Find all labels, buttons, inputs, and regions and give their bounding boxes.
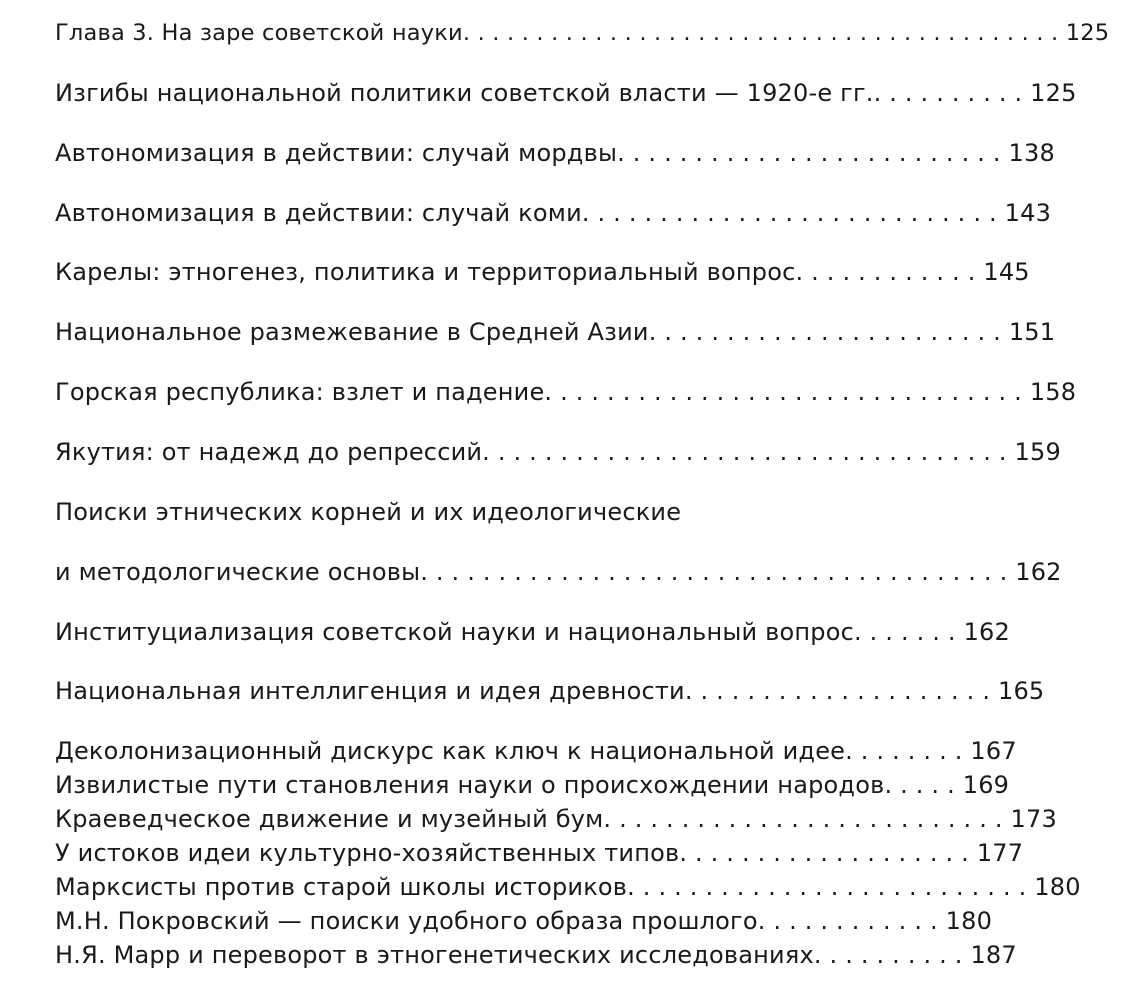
toc-entry: Деколонизационный дискурс как ключ к национальной идее. . . . . . . . 167: [55, 737, 1017, 765]
toc-entry: Глава 3. На заре советской науки. . . . . . . . . . . . . . . . . . . . . . . . . . . . . . . . . . . . . . . . . 125: [55, 20, 1110, 46]
toc-entry: Автономизация в действии: случай коми. . . . . . . . . . . . . . . . . . . . . . . . . . . 143: [55, 199, 1052, 227]
toc-entry: У истоков идеи культурно-хозяйственных типов. . . . . . . . . . . . . . . . . . . 177: [55, 839, 1024, 867]
toc-entry: Национальная интеллигенция и идея древности. . . . . . . . . . . . . . . . . . . . 165: [55, 677, 1045, 705]
toc-entry: М.Н. Покровский — поиски удобного образа прошлого. . . . . . . . . . . . 180: [55, 907, 993, 935]
toc-entry: Н.Я. Марр и переворот в этногенетических исследованиях. . . . . . . . . . 187: [55, 941, 1017, 969]
toc-entry: Изгибы национальной политики советской власти — 1920-е гг.. . . . . . . . . . 125: [55, 79, 1077, 107]
toc-entry: и методологические основы. . . . . . . . . . . . . . . . . . . . . . . . . . . . . . . . . . . . . . 162: [55, 558, 1062, 586]
toc-entry: Автономизация в действии: случай мордвы. . . . . . . . . . . . . . . . . . . . . . . . . 138: [55, 139, 1055, 167]
toc-entry: Институциализация советской науки и национальный вопрос. . . . . . . 162: [55, 618, 1010, 646]
toc-entry: Марксисты против старой школы историков. . . . . . . . . . . . . . . . . . . . . . . . . . 180: [55, 873, 1081, 901]
toc-entry: Краеведческое движение и музейный бум. . . . . . . . . . . . . . . . . . . . . . . . . . 173: [55, 805, 1057, 833]
toc-entry: Поиски этнических корней и их идеологические: [55, 498, 682, 526]
toc-entry: Карелы: этногенез, политика и территориальный вопрос. . . . . . . . . . . . 145: [55, 258, 1030, 286]
toc-entry: Национальное размежевание в Средней Азии. . . . . . . . . . . . . . . . . . . . . . . 151: [55, 318, 1056, 346]
toc-entry: Извилистые пути становления науки о происхождении народов. . . . . 169: [55, 771, 1010, 799]
toc-entry: Якутия: от надежд до репрессий. . . . . . . . . . . . . . . . . . . . . . . . . . . . . . . . . . 159: [55, 438, 1061, 466]
toc-entry: Горская республика: взлет и падение. . . . . . . . . . . . . . . . . . . . . . . . . . . . . . . 158: [55, 378, 1077, 406]
